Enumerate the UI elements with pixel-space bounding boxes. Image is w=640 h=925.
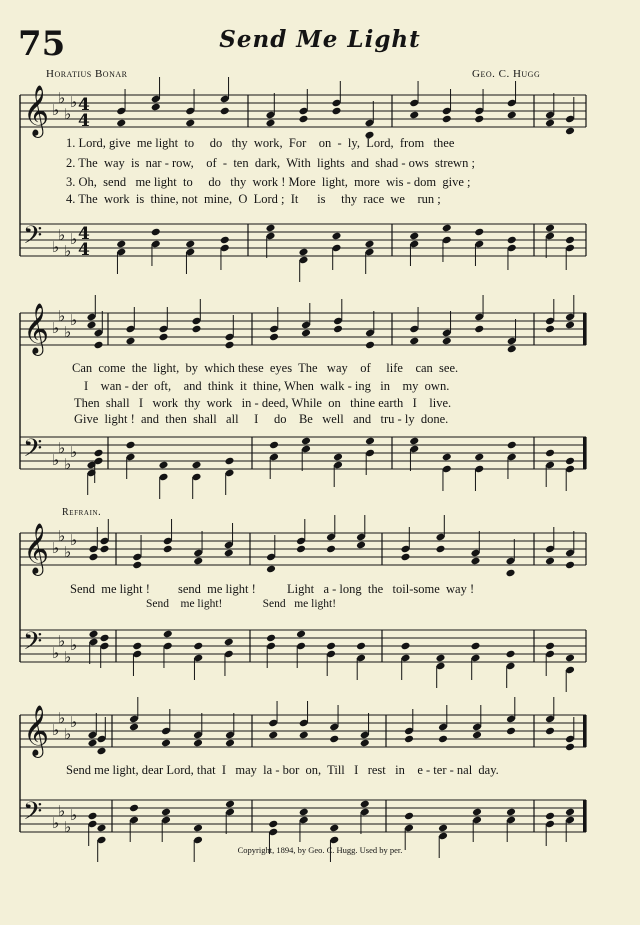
flat-icon: ♭	[52, 101, 60, 119]
note-head	[565, 127, 575, 136]
note-head	[442, 337, 452, 346]
note-head	[409, 337, 419, 346]
flat-icon: ♭	[70, 636, 78, 654]
note-head	[438, 824, 448, 833]
note-head	[116, 119, 126, 128]
note-head	[442, 224, 452, 233]
note-head	[269, 333, 279, 342]
note-head	[296, 545, 306, 554]
note-head	[185, 240, 195, 249]
flat-icon: ♭	[64, 105, 72, 123]
flat-icon: ♭	[64, 543, 72, 561]
note-head	[364, 240, 374, 249]
composer-credit: Geo. C. Hugg	[472, 68, 541, 80]
note-head	[472, 731, 482, 740]
verse-4-line-a: 4. The work is thine, not mine, O Lord ; It is thy race we run ;	[66, 192, 441, 206]
note-head	[220, 107, 230, 116]
flat-icon: ♭	[70, 93, 78, 111]
note-head	[268, 820, 278, 829]
note-head	[409, 111, 419, 120]
note-head	[442, 453, 452, 462]
note-head	[132, 642, 142, 651]
note-head	[329, 735, 339, 744]
note-head	[565, 743, 575, 752]
note-head	[151, 228, 161, 237]
note-head	[545, 727, 555, 736]
note-head	[266, 565, 276, 574]
note-head	[565, 561, 575, 570]
note-head	[193, 824, 203, 833]
note-head	[545, 119, 555, 128]
flat-icon: ♭	[70, 713, 78, 731]
note-head	[225, 739, 235, 748]
flat-icon: ♭	[64, 455, 72, 473]
note-head	[158, 333, 168, 342]
note-head	[404, 812, 414, 821]
note-head	[360, 739, 370, 748]
note-head	[333, 325, 343, 334]
treble-clef-icon: 𝄞	[23, 303, 50, 354]
flat-icon: ♭	[64, 323, 72, 341]
note-head	[326, 545, 336, 554]
verse-2-line-b: I wan - der oft, and think it thine, When walk - ing in my own.	[84, 379, 450, 393]
note-head	[88, 553, 98, 562]
note-head	[545, 812, 555, 821]
flat-icon: ♭	[52, 539, 60, 557]
treble-clef-icon: 𝄞	[23, 705, 50, 756]
verse-1-line-b: Can come the light, by which these eyes The way of life can see.	[72, 361, 459, 375]
note-head	[96, 747, 106, 756]
note-head	[545, 642, 555, 651]
note-head	[224, 457, 234, 466]
note-head	[442, 115, 452, 124]
note-head	[329, 824, 339, 833]
time-signature-bottom: 4	[78, 111, 90, 131]
note-head	[470, 642, 480, 651]
note-head	[365, 341, 375, 350]
note-head	[99, 634, 109, 643]
note-head	[409, 232, 419, 241]
note-head	[125, 337, 135, 346]
note-head	[438, 735, 448, 744]
note-head	[472, 808, 482, 817]
note-head	[474, 228, 484, 237]
note-head	[225, 800, 235, 809]
note-head	[545, 449, 555, 458]
note-head	[266, 634, 276, 643]
note-head	[301, 329, 311, 338]
flat-icon: ♭	[58, 226, 66, 244]
note-head	[545, 557, 555, 566]
note-head	[565, 236, 575, 245]
final-barline	[583, 313, 586, 345]
note-head	[545, 325, 555, 334]
treble-clef-icon: 𝄞	[23, 523, 50, 574]
note-head	[125, 441, 135, 450]
refrain-line-2: Send me light, dear Lord, that I may la - bor on, Till I rest in e - ter - nal day.	[66, 763, 499, 777]
flat-icon: ♭	[64, 725, 72, 743]
note-head	[161, 739, 171, 748]
note-head	[360, 800, 370, 809]
hymn-number: 75	[18, 24, 66, 64]
refrain-echo: Send me light! Send me light!	[146, 598, 337, 610]
note-head	[333, 453, 343, 462]
time-signature-top: 4	[78, 95, 90, 115]
note-head	[193, 557, 203, 566]
verse-1-line-a: 1. Lord, give me light to do thy work, For on - ly, Lord, from thee	[66, 136, 455, 150]
note-head	[129, 723, 139, 732]
flat-icon: ♭	[70, 443, 78, 461]
note-head	[507, 345, 517, 354]
note-head	[474, 453, 484, 462]
note-head	[298, 248, 308, 257]
verse-3-line-b: Then shall I work thy work in - deed, While on thine earth I live.	[74, 396, 452, 410]
note-head	[331, 107, 341, 116]
note-head	[474, 325, 484, 334]
note-head	[435, 545, 445, 554]
flat-icon: ♭	[58, 632, 66, 650]
note-head	[298, 115, 308, 124]
note-head	[506, 808, 516, 817]
refrain-line-1: Send me light ! send me light ! Light a - long the toil-some way !	[70, 582, 475, 596]
verse-4-line-b: Give light ! and then shall all I do Be well and tru - ly done.	[74, 412, 449, 426]
note-head	[116, 240, 126, 249]
note-head	[565, 457, 575, 466]
flat-icon: ♭	[52, 721, 60, 739]
note-head	[356, 642, 366, 651]
note-head	[220, 236, 230, 245]
note-head	[299, 731, 309, 740]
note-head	[224, 341, 234, 350]
flat-icon: ♭	[70, 311, 78, 329]
flat-icon: ♭	[58, 89, 66, 107]
flat-icon: ♭	[58, 709, 66, 727]
time-signature-bottom: 4	[78, 240, 90, 260]
time-signature-top: 4	[78, 224, 90, 244]
note-head	[404, 735, 414, 744]
note-head	[299, 808, 309, 817]
note-head	[193, 739, 203, 748]
flat-icon: ♭	[70, 531, 78, 549]
flat-icon: ♭	[52, 644, 60, 662]
note-head	[474, 115, 484, 124]
note-head	[409, 437, 419, 446]
note-head	[565, 654, 575, 663]
note-head	[87, 812, 97, 821]
note-head	[191, 461, 201, 470]
note-head	[88, 630, 98, 639]
flat-icon: ♭	[70, 806, 78, 824]
note-head	[400, 642, 410, 651]
note-head	[356, 541, 366, 550]
note-head	[193, 642, 203, 651]
note-head	[224, 638, 234, 647]
note-head	[435, 654, 445, 663]
bass-clef-icon: 𝄢	[23, 797, 43, 832]
flat-icon: ♭	[70, 230, 78, 248]
note-head	[161, 808, 171, 817]
note-head	[163, 630, 173, 639]
note-head	[265, 119, 275, 128]
note-head	[158, 461, 168, 470]
note-head	[99, 545, 109, 554]
flat-icon: ♭	[52, 238, 60, 256]
refrain-label: Refrain.	[62, 507, 102, 518]
final-barline	[583, 715, 586, 747]
flat-icon: ♭	[64, 242, 72, 260]
note-head	[507, 111, 517, 120]
note-head	[470, 557, 480, 566]
flat-icon: ♭	[52, 814, 60, 832]
note-head	[365, 437, 375, 446]
lyricist-credit: Horatius Bonar	[46, 68, 128, 80]
flat-icon: ♭	[52, 451, 60, 469]
note-head	[507, 441, 517, 450]
hymn-title: Send Me Light	[219, 26, 421, 53]
final-barline	[583, 437, 586, 469]
note-head	[93, 449, 103, 458]
copyright-footer: Copyright, 1894, by Geo. C. Hugg. Used by per.	[237, 845, 403, 855]
note-head	[505, 650, 515, 659]
bass-clef-icon: 𝄢	[23, 221, 43, 256]
flat-icon: ♭	[64, 648, 72, 666]
note-head	[93, 341, 103, 350]
note-head	[301, 437, 311, 446]
flat-icon: ♭	[58, 307, 66, 325]
flat-icon: ♭	[58, 802, 66, 820]
flat-icon: ♭	[64, 818, 72, 836]
bass-clef-icon: 𝄢	[23, 627, 43, 662]
flat-icon: ♭	[58, 527, 66, 545]
bass-clef-icon: 𝄢	[23, 434, 43, 469]
note-head	[506, 727, 516, 736]
note-head	[151, 103, 161, 112]
note-head	[224, 549, 234, 558]
note-head	[163, 545, 173, 554]
verse-3-line-a: 3. Oh, send me light to do thy work ! More light, more wis - dom give ;	[66, 175, 471, 189]
note-head	[191, 325, 201, 334]
flat-icon: ♭	[58, 439, 66, 457]
note-head	[296, 630, 306, 639]
note-head	[400, 553, 410, 562]
note-head	[129, 804, 139, 813]
note-head	[565, 321, 575, 330]
treble-clef-icon: 𝄞	[23, 85, 50, 136]
note-head	[269, 441, 279, 450]
note-head	[505, 569, 515, 578]
flat-icon: ♭	[52, 319, 60, 337]
note-head	[132, 561, 142, 570]
note-head	[268, 731, 278, 740]
note-head	[87, 739, 97, 748]
note-head	[545, 224, 555, 233]
note-head	[507, 236, 517, 245]
final-barline	[583, 800, 586, 832]
note-head	[96, 824, 106, 833]
note-head	[565, 808, 575, 817]
note-head	[326, 642, 336, 651]
note-head	[86, 321, 96, 330]
note-head	[265, 224, 275, 233]
note-head	[331, 232, 341, 241]
verse-2-line-a: 2. The way is nar - row, of - ten dark, With lights and shad - ows strewn ;	[66, 156, 475, 170]
note-head	[185, 119, 195, 128]
